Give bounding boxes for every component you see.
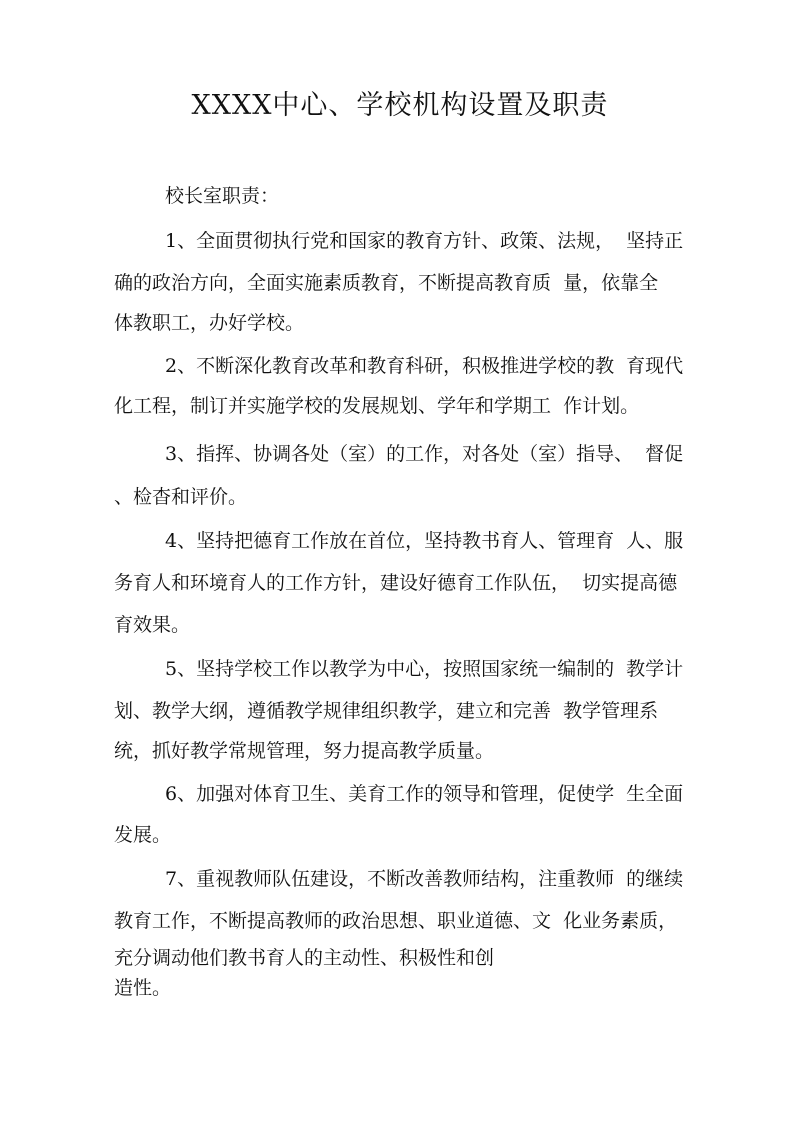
text-line: 3、指挥、协调各处（室）的工作，对各处（室）指导、 督促 (165, 443, 684, 465)
text-line: 务育人和环境育人的工作方针，建设好德育工作队伍， 切实提高德 (114, 572, 678, 594)
text-line: 充分调动他们教书育人的主动性、积极性和创 (114, 947, 495, 969)
text-line: 化工程，制订并实施学校的发展规划、学年和学期工 作计划。 (114, 395, 640, 417)
document-title: XXXX中心、学校机构设置及职责 (191, 90, 609, 121)
text-line: 划、教学大纲，遵循教学规律组织教学，建立和完善 教学管理系 (114, 700, 659, 722)
text-line: 6、加强对体育卫生、美育工作的领导和管理，促使学 生全面 (165, 783, 684, 805)
text-line: 造性。 (114, 977, 172, 999)
text-line: 4、坚持把德育工作放在首位，坚持教书育人、管理育 人、服 (165, 530, 684, 552)
text-line: 确的政治方向，全面实施素质教育，不断提高教育质 量，依靠全 (114, 272, 659, 294)
text-line: 体教职工，办好学校。 (114, 312, 305, 334)
text-line: 1、全面贯彻执行党和国家的教育方针、政策、法规， 坚持正 (165, 230, 684, 252)
text-line: 统，抓好教学常规管理，努力提高教学质量。 (114, 740, 495, 762)
text-line: 育效果。 (114, 614, 191, 636)
text-line: 、检杳和评价。 (114, 486, 248, 508)
text-line: 7、重视教师队伍建设，不断改善教师结构，注重教师 的继续 (165, 868, 684, 890)
text-line: 2、不断深化教育改革和教育科研，积极推进学校的教 育现代 (165, 355, 684, 377)
section-heading: 校长室职责： (165, 185, 280, 207)
text-line: 5、坚持学校工作以教学为中心，按照国家统一编制的 教学计 (165, 658, 684, 680)
text-line: 发展。 (114, 824, 172, 846)
text-line: 教育工作，不断提高教师的政治思想、职业道德、文 化业务素质， (114, 910, 678, 932)
